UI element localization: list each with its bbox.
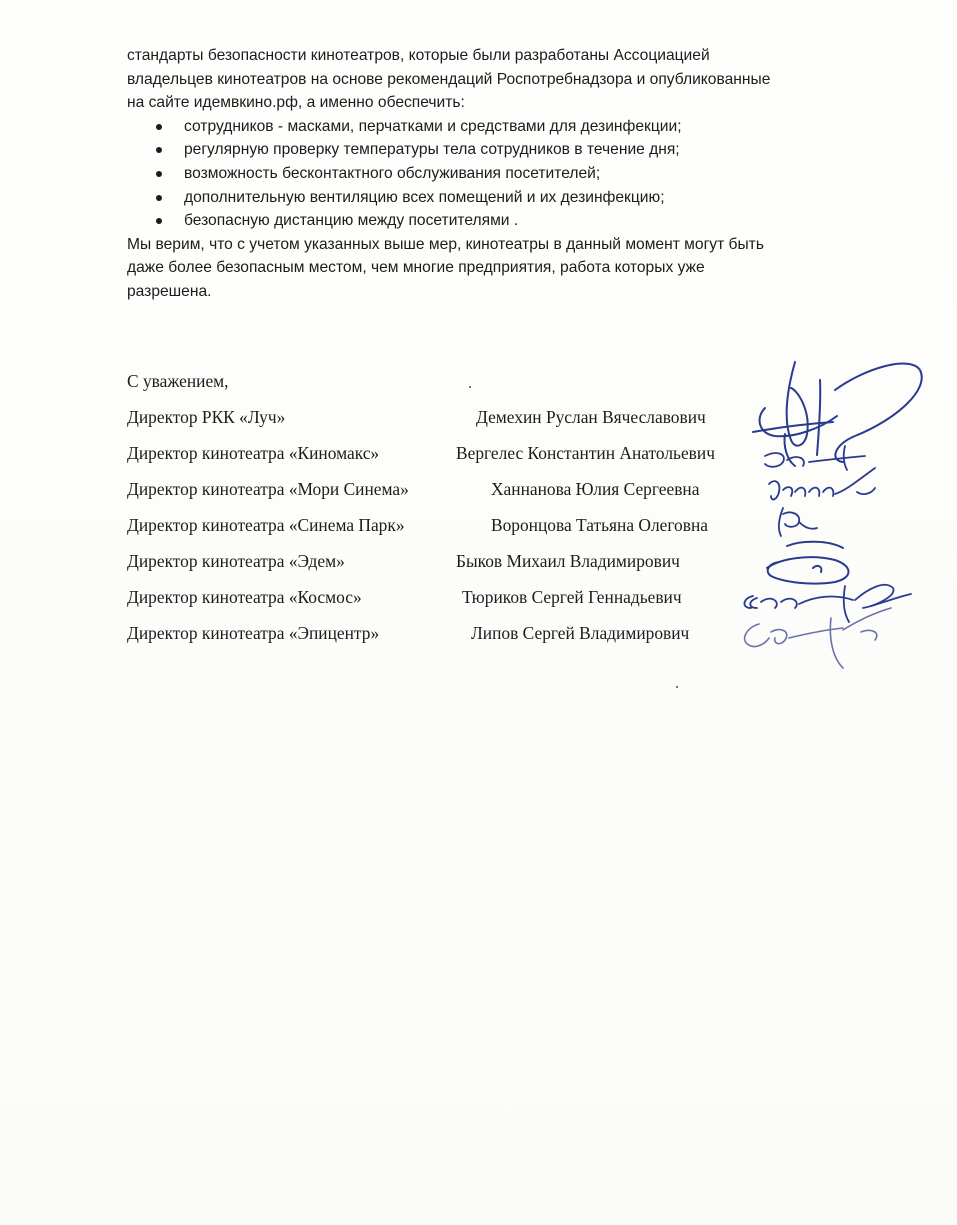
conclusion-line: разрешена. (127, 282, 212, 300)
signatory-row (0, 443, 957, 471)
closing-salutation: С уважением, (127, 371, 229, 391)
signatory-role: Директор кинотеатра «Космос» (127, 587, 362, 607)
signatory-row (0, 407, 957, 435)
signatory-name: Вергелес Константин Анатольевич (456, 443, 715, 463)
list-item-text: регулярную проверку температуры тела сотрудников в течение дня; (184, 141, 680, 159)
list-item-text: безопасную дистанцию между посетителями . (184, 212, 519, 230)
bullet-icon (156, 218, 162, 224)
signatory-name: Демехин Руслан Вячеславович (476, 407, 706, 427)
conclusion-line: Мы верим, что с учетом указанных выше мер, кинотеатры в данный момент могут быть (127, 235, 764, 253)
bullet-icon (156, 195, 162, 201)
intro-line: на сайте идемвкино.рф, а именно обеспечить: (127, 94, 465, 112)
scan-speck (469, 386, 471, 388)
signatory-role: Директор кинотеатра «Эдем» (127, 551, 345, 571)
bullet-icon (156, 171, 162, 177)
requirements-list (127, 115, 867, 233)
intro-line: владельцев кинотеатров на основе рекомендаций Роспотребнадзора и опубликованные (127, 70, 771, 88)
conclusion-line: даже более безопасным местом, чем многие предприятия, работа которых уже (127, 259, 705, 277)
signatory-row (0, 623, 957, 651)
bullet-icon (156, 124, 162, 130)
list-item-text: дополнительную вентиляцию всех помещений и их дезинфекцию; (184, 188, 665, 206)
list-item (127, 115, 867, 139)
signatory-role: Директор кинотеатра «Мори Синема» (127, 479, 409, 499)
list-item (127, 186, 867, 210)
signatory-row (0, 551, 957, 579)
signatory-role: Директор кинотеатра «Эпицентр» (127, 623, 380, 643)
signatory-name: Быков Михаил Владимирович (456, 551, 680, 571)
intro-line: стандарты безопасности кинотеатров, которые были разработаны Ассоциацией (127, 47, 710, 64)
signatory-name: Воронцова Татьяна Олеговна (491, 515, 708, 535)
list-item (127, 138, 867, 162)
list-item-text: возможность бесконтактного обслуживания посетителей; (184, 164, 601, 182)
signatory-role: Директор РКК «Луч» (127, 407, 286, 427)
letter-body (127, 44, 867, 304)
signatory-name: Липов Сергей Владимирович (471, 623, 690, 643)
list-item (127, 162, 867, 186)
signatory-name: Ханнанова Юлия Сергеевна (491, 479, 700, 499)
signatory-name: Тюриков Сергей Геннадьевич (462, 587, 682, 607)
list-item-text: сотрудников - масками, перчатками и средствами для дезинфекции; (184, 117, 682, 135)
signatory-role: Директор кинотеатра «Киномакс» (127, 443, 380, 463)
signatory-row (0, 479, 957, 507)
signatory-row (0, 587, 957, 615)
list-item (127, 209, 867, 233)
bullet-icon (156, 147, 162, 153)
scan-speck (676, 686, 678, 688)
signatory-row (0, 515, 957, 543)
signatory-role: Директор кинотеатра «Синема Парк» (127, 515, 405, 535)
